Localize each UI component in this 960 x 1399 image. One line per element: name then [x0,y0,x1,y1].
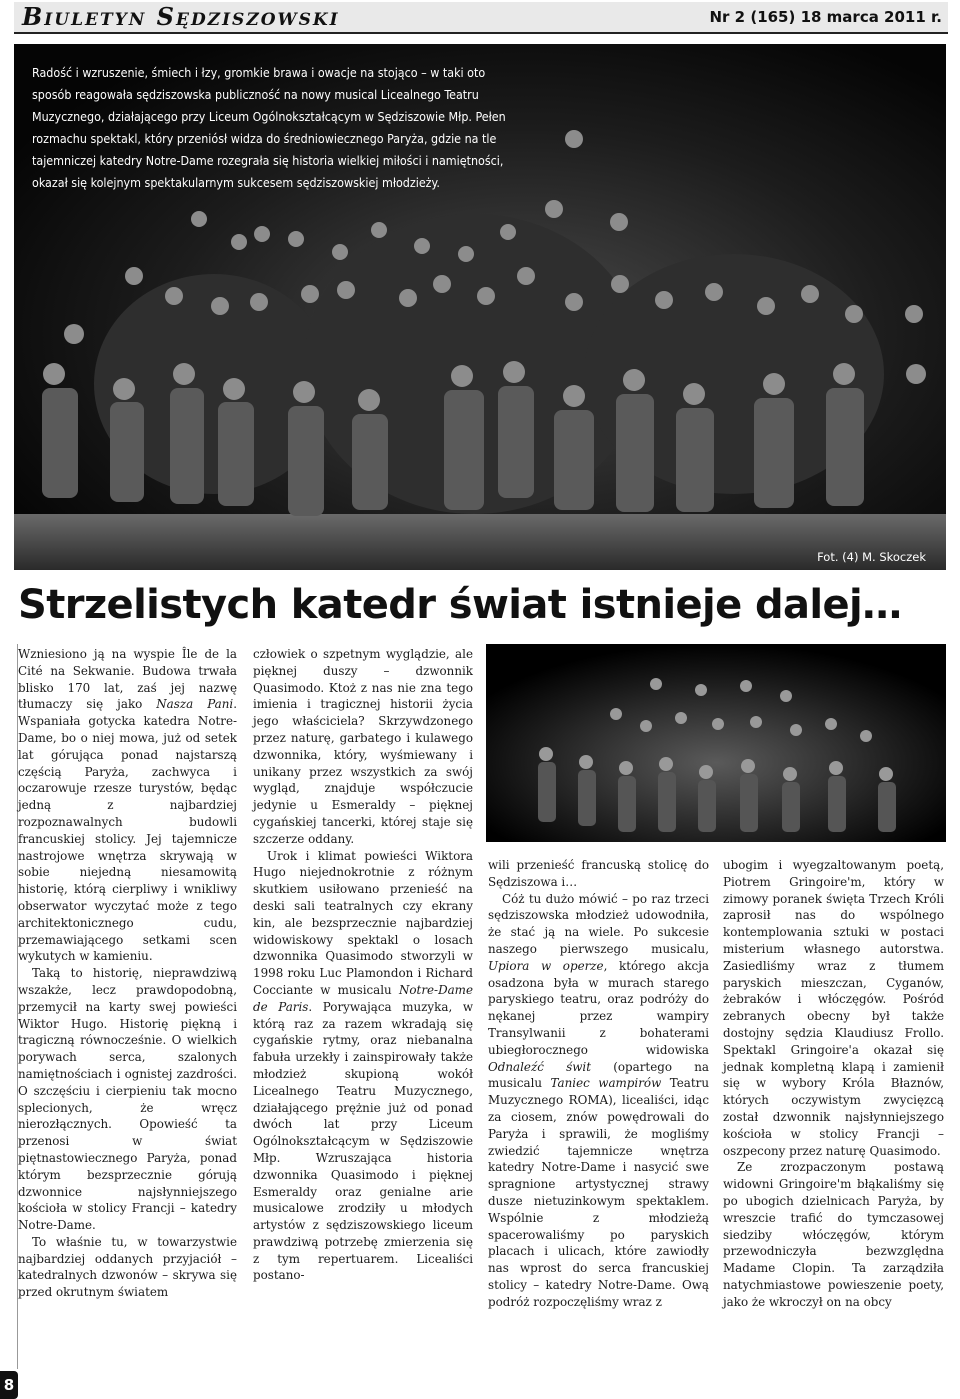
text-run: Wzniesiono ją na wyspie Île de la Cité na Sekwanie. Budowa trwała blisko 170 lat, zaś jej nazwę tłumaczy się jako [18,647,237,712]
text-run: . Porywająca muzyka, w którą raz za razem wkradają się cygańskie rytmy, oraz niebanalna fabuła urzekły i zainspirowały także młodzież skupioną wokół Licealnego Teatru Muzycznego, działającego prężnie już od ponad dwóch lat przy Liceum Ogólnokształcącym w Sędziszowie Młp. Wzruszająca historia dzwonnika Quasimodo i pięknej Esmeraldy oraz genialne arie musicalowe zrodziły u młodych artystów z sędziszowskiego liceum prawdziwą potrzebę zmierzenia się z tym repertuarem. Licealiści postano- [253,999,473,1283]
text-run: Cóż tu dużo mówić – po raz trzeci sędziszowska młodzież udowodniła, że stać ją na wiele. Po sukcesie naszego pierwszego musicalu, [488,891,709,956]
stage-scene-photo [486,644,946,842]
italic-title: Odnaleźć świt [488,1059,591,1074]
masthead [14,2,948,34]
paragraph: Ze zrozpaczonym postawą widowni Gringoire'm błąkaliśmy się po ubogich dzielnicach Paryża, by wreszcie trafić do tymczasowej siedziby włóczęgów, którym przewodniczyła bezwzględna Madame Clopin. Ta zarządziła natychmiastowe powieszenie poety, jako że wkroczył on na obcy [723,1160,944,1309]
stage-scene-photo-icon [486,644,946,842]
italic-title: Nasza Pani [156,697,234,712]
italic-title: Notre-Dame de Paris [253,982,473,1014]
cast-group-photo [14,44,946,570]
issue-info: Nr 2 (165) 18 marca 2011 r. [709,8,942,26]
lead-paragraph: Radość i wzruszenie, śmiech i łzy, gromkie brawa i owacje na stojąco – w taki oto sposób reagowała sędziszowska publiczność na nowy musical Licealnego Teatru Muzycznego, działającego przy Liceum Ogólnokształcącym w Sędziszowie Młp. Pełen rozmachu spektakl, który przeniósł widza do średniowiecznego Paryża, gdzie na tle tajemniczej katedry Notre-Dame rozegrała się historia wielkiej miłości i namiętności, okazał się kolejnym spektakularnym sukcesem sędziszowskiej młodzieży. [32,65,506,190]
paragraph [488,891,709,1311]
text-run: Teatru Muzycznego ROMA), licealiści, idąc za ciosem, znów powędrowali do Paryża i sprawili, że mogliśmy zwiedzić tajemnicze wnętrza katedry Notre-Dame i nasycić swe spragnione artystycznej strawy dusze nietuzinkowym spektaklem. Wspólnie z młodzieżą spacerowaliśmy po paryskich placach i ulicach, które zawiodły nas wprost do serca francuskiej stolicy – katedry Notre-Dame. Ową podróż rozpoczęliśmy wraz z [488,1076,709,1309]
text-run: . Wspaniała gotycka katedra Notre-Dame, bo o niej mowa, już od setek lat górująca ponad najstarszą częścią Paryża, zachwyca i oczarowuje rzesze turystów, będąc jedną z najbardziej rozpoznawalnych budowli francuskiej stolicy. Jej tajemnicze nastrojowe wnętrza skrywają w sobie niejedną niesamowitą historię, którą cierpliwy i wnikliwy obserwator wyczytać może z tego architektonicznego cudu, przemawiającego setkami scen wykutych w kamieniu. [18,697,237,964]
paragraph: ubogim i wyegzaltowanym poetą, Piotrem Gringoire'm, który w zimowy poranek święta Trzech Króli zaprosił nas do wspólnego kontemplowania sztuki w postaci misterium własnego autorstwa. Zasiedliśmy wraz z tłumem paryskich mieszczan, Cyganów, żebraków i włóczęgów. Pośród zebranych obecny był także dostojny sędzia Klaudiusz Frollo. Spektakl Gringoire'a okazał się jednak kompletną klapą i zamienił się w wybory Króla Błaznów, których oczywistym zwycięzcą został dzwonnik najsłynniejszego kościoła w stolicy Francji – oszpecony przez naturę Quasimodo. [723,858,944,1158]
paragraph: człowiek o szpetnym wyglądzie, ale pięknej duszy – dzwonnik Quasimodo. Ktoż z nas nie zna tego imienia i tragicznej historii życia jego właściciela? Skrzywdzonego przez naturę, garbatego i kulawego dzwonnika, który, wyśmiewany i unikany przez wszystkich za swój wygląd, znajduje współczucie jedynie u Esmeraldy – pięknej cygańskiej tancerki, której staje się szczerze oddany. [253,647,473,846]
newspaper-title: Biuletyn Sędziszowski [22,2,340,31]
paragraph [253,848,473,1285]
photo-credit: Fot. (4) M. Skoczek [817,550,926,564]
paragraph: wili przenieść francuską stolicę do Sędziszowa i… [488,858,709,889]
text-run: (opartego na musicalu [488,1059,709,1091]
article-column-4 [723,857,944,1311]
article-headline: Strzelistych katedr świat istnieje dalej… [18,582,902,628]
paragraph: Taką to historię, nieprawdziwą wszakże, lecz prawdopodobną, przemycił na karty swej powieści Wiktor Hugo. Historię piękną i tragiczną równocześnie. O wielkich porywach serca, szalonych namiętnościach i ognistej zazdrości. O szczęściu i cierpieniu tak mocno splecionych, że wręcz nierozłącznych. Opowieść ta przenosi w świat piętnastowiecznego Paryża, ponad którym bezsprzecznie górują dzwonnice najsłynniejszego kościoła w stolicy Francji – katedry Notre-Dame. [18,966,237,1233]
text-run: Urok i klimat powieści Wiktora Hugo niejednokrotnie z różnym skutkiem usiłowano przenieść na deski sali teatralnych czy ekrany kin, ale bezsprzecznie najbardziej widowiskowy spektakl o losach dzwonnika Quasimodo stworzyli w 1998 roku Luc Plamondon i Richard Cocciante w musicalu [253,848,473,997]
paragraph [18,646,237,965]
page-number: 8 [0,1371,18,1399]
article-column-1 [18,646,237,1301]
italic-title: Upiora w operze [488,958,604,973]
paragraph: To właśnie tu, w towarzystwie najbardziej oddanych przyjaciół – katedralnych dzwonów – skrywa się przed okrutnym światem [18,1234,237,1300]
text-run: , któregо akcja osadzona była w murach starego paryskiego teatru, oraz podróży do nękanej przez wampiry Transylwanii z bohaterami ubiegłorocznego widowiska [488,958,709,1057]
article-column-2 [253,646,473,1284]
italic-title: Taniec wampirów [550,1076,662,1091]
article-column-3 [488,857,709,1311]
